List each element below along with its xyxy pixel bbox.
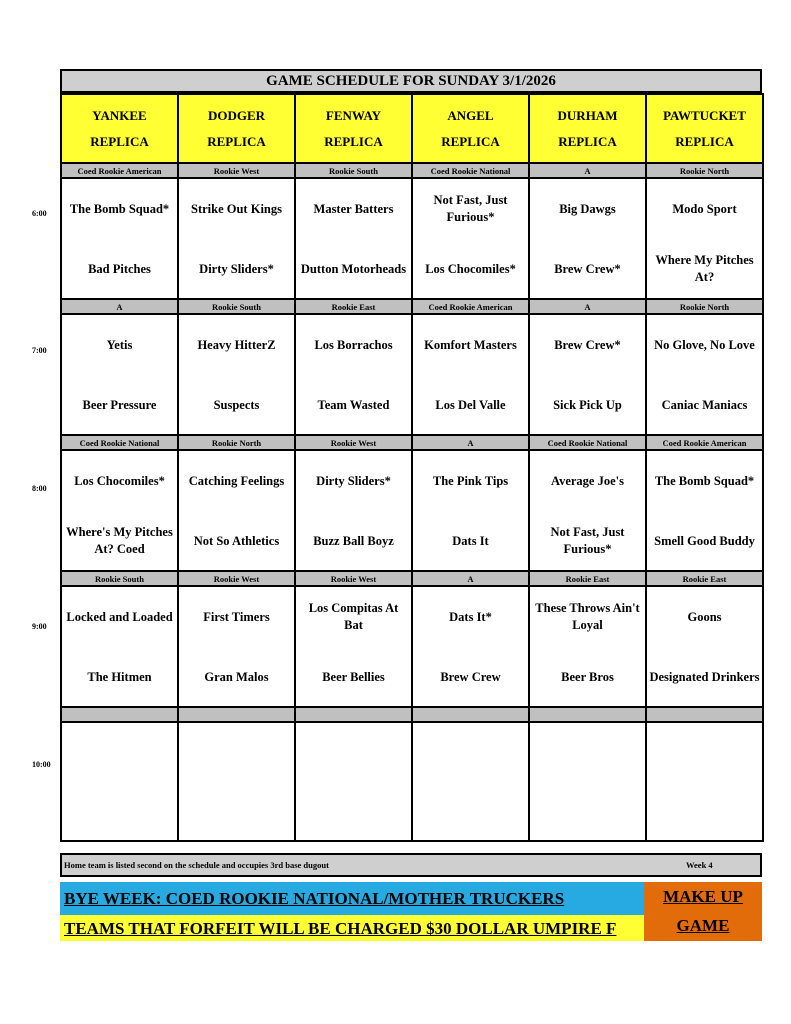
- home-team: The Hitmen: [87, 669, 152, 684]
- game-cell: [412, 450, 529, 571]
- game-cell: [61, 178, 178, 299]
- game-cell: [529, 586, 646, 707]
- footer-note-bar: [60, 853, 762, 877]
- division-label: Coed Rookie National: [61, 435, 178, 450]
- empty-cell: [178, 722, 295, 841]
- division-label: Coed Rookie National: [412, 163, 529, 178]
- home-team: Brew Crew*: [554, 261, 621, 276]
- away-team: The Bomb Squad*: [654, 473, 755, 488]
- game-cell: [529, 314, 646, 435]
- away-team: Los Compitas At Bat: [308, 601, 399, 632]
- division-label: Rookie East: [646, 571, 763, 586]
- away-team: The Pink Tips: [432, 473, 509, 488]
- division-label: Rookie East: [529, 571, 646, 586]
- away-team: Master Batters: [313, 201, 394, 216]
- home-team: Dutton Motorheads: [300, 261, 407, 276]
- game-cell: [295, 586, 412, 707]
- home-team: Beer Pressure: [82, 397, 157, 412]
- home-team: Suspects: [213, 397, 260, 412]
- empty-cell: [529, 722, 646, 841]
- division-label: Rookie South: [178, 299, 295, 314]
- game-cell: [295, 450, 412, 571]
- field-fenway: FENWAY REPLICA: [295, 94, 412, 163]
- away-team: Modo Sport: [672, 201, 737, 216]
- home-team: Team Wasted: [317, 397, 390, 412]
- away-team: Catching Feelings: [188, 473, 285, 488]
- field-durham: DURHAM REPLICA: [529, 94, 646, 163]
- away-team: Los Borrachos: [314, 337, 393, 352]
- division-label: Rookie East: [295, 299, 412, 314]
- home-team: Los Chocomiles*: [425, 261, 516, 276]
- division-label: Rookie South: [61, 571, 178, 586]
- home-team: Beer Bellies: [322, 669, 385, 684]
- empty-cell: [295, 722, 412, 841]
- away-team: Brew Crew*: [554, 337, 621, 352]
- home-team: Caniac Maniacs: [661, 397, 748, 412]
- field-angel: ANGEL REPLICA: [412, 94, 529, 163]
- game-cell: [295, 178, 412, 299]
- home-team: Dirty Sliders*: [199, 261, 274, 276]
- field-yankee: YANKEE REPLICA: [61, 94, 178, 163]
- division-row: [61, 163, 763, 178]
- game-cell: [178, 586, 295, 707]
- away-team: Goons: [687, 609, 722, 624]
- game-cell: [646, 178, 763, 299]
- schedule-table: [60, 93, 764, 842]
- empty-cell: [412, 722, 529, 841]
- bye-week-banner: BYE WEEK: COED ROOKIE NATIONAL/MOTHER TRUCKERS: [60, 882, 644, 915]
- game-cell: [529, 450, 646, 571]
- away-team: No Glove, No Love: [654, 337, 755, 352]
- time-label-9: 9:00: [32, 622, 47, 631]
- makeup-game-box: [644, 882, 762, 941]
- game-cell: [646, 450, 763, 571]
- home-team: Buzz Ball Boyz: [313, 533, 394, 548]
- away-team: Los Chocomiles*: [74, 473, 165, 488]
- schedule-sheet: [60, 69, 762, 842]
- makeup-line1: MAKE UP: [663, 887, 743, 906]
- spacer-row: [61, 707, 763, 722]
- field-header-row: [61, 94, 763, 163]
- away-team: Locked and Loaded: [66, 609, 173, 624]
- game-cell: [646, 314, 763, 435]
- home-team: Not Fast, Just Furious*: [550, 525, 625, 556]
- field-pawtucket: PAWTUCKET REPLICA: [646, 94, 763, 163]
- away-team: Dirty Sliders*: [316, 473, 391, 488]
- game-row: [61, 314, 763, 435]
- forfeit-banner: TEAMS THAT FORFEIT WILL BE CHARGED $30 DOLLAR UMPIRE F: [60, 915, 644, 941]
- division-label: A: [412, 571, 529, 586]
- field-dodger: DODGER REPLICA: [178, 94, 295, 163]
- division-label: A: [529, 299, 646, 314]
- home-team: Not So Athletics: [193, 533, 280, 548]
- away-team: Not Fast, Just Furious*: [433, 193, 508, 224]
- game-cell: [295, 314, 412, 435]
- division-label: Rookie North: [178, 435, 295, 450]
- away-team: Yetis: [106, 337, 133, 352]
- game-cell: [61, 450, 178, 571]
- game-cell: [529, 178, 646, 299]
- home-team: Smell Good Buddy: [654, 533, 755, 548]
- empty-slot-row: [61, 722, 763, 841]
- division-label: Coed Rookie American: [646, 435, 763, 450]
- division-label: Rookie West: [178, 163, 295, 178]
- game-cell: [178, 314, 295, 435]
- game-cell: [178, 450, 295, 571]
- home-team: Where My Pitches At?: [655, 253, 754, 284]
- division-label: Rookie North: [646, 163, 763, 178]
- game-row: [61, 586, 763, 707]
- division-label: Coed Rookie American: [61, 163, 178, 178]
- division-label: Coed Rookie National: [529, 435, 646, 450]
- home-team: Where's My Pitches At? Coed: [66, 525, 173, 556]
- division-row: [61, 299, 763, 314]
- division-label: Rookie South: [295, 163, 412, 178]
- division-label: Rookie West: [178, 571, 295, 586]
- time-label-8: 8:00: [32, 484, 47, 493]
- division-label: Rookie West: [295, 571, 412, 586]
- empty-cell: [61, 722, 178, 841]
- away-team: Average Joe's: [550, 473, 624, 488]
- game-row: [61, 450, 763, 571]
- division-label: A: [61, 299, 178, 314]
- game-cell: [412, 178, 529, 299]
- division-label: Rookie West: [295, 435, 412, 450]
- division-label: Coed Rookie American: [412, 299, 529, 314]
- game-cell: [61, 314, 178, 435]
- away-team: Dats It*: [449, 609, 492, 624]
- game-cell: [412, 314, 529, 435]
- home-team: Beer Bros: [561, 669, 614, 684]
- empty-cell: [646, 722, 763, 841]
- home-team: Sick Pick Up: [553, 397, 622, 412]
- game-cell: [646, 586, 763, 707]
- away-team: Big Dawgs: [559, 201, 616, 216]
- game-row: [61, 178, 763, 299]
- game-cell: [178, 178, 295, 299]
- home-team: Dats It: [452, 533, 489, 548]
- away-team: Komfort Masters: [424, 337, 517, 352]
- home-team: Los Del Valle: [435, 397, 506, 412]
- time-label-7: 7:00: [32, 346, 47, 355]
- division-label: A: [412, 435, 529, 450]
- division-label: Rookie North: [646, 299, 763, 314]
- week-label: Week 4: [686, 860, 713, 870]
- away-team: First Timers: [203, 609, 270, 624]
- game-cell: [412, 586, 529, 707]
- away-team: These Throws Ain't Loyal: [535, 601, 640, 632]
- home-team: Designated Drinkers: [649, 669, 760, 684]
- time-label-6: 6:00: [32, 209, 47, 218]
- home-team: Gran Malos: [204, 669, 269, 684]
- home-team-note: Home team is listed second on the schedule and occupies 3rd base dugout: [64, 860, 329, 870]
- division-row: [61, 435, 763, 450]
- schedule-title: GAME SCHEDULE FOR SUNDAY 3/1/2026: [60, 69, 762, 93]
- away-team: Heavy HitterZ: [197, 337, 276, 352]
- division-row: [61, 571, 763, 586]
- away-team: The Bomb Squad*: [69, 201, 170, 216]
- game-cell: [61, 586, 178, 707]
- home-team: Bad Pitches: [88, 261, 151, 276]
- division-label: A: [529, 163, 646, 178]
- away-team: Strike Out Kings: [191, 201, 282, 216]
- time-label-10: 10:00: [32, 760, 51, 769]
- home-team: Brew Crew: [440, 669, 501, 684]
- makeup-line2: GAME: [676, 916, 730, 935]
